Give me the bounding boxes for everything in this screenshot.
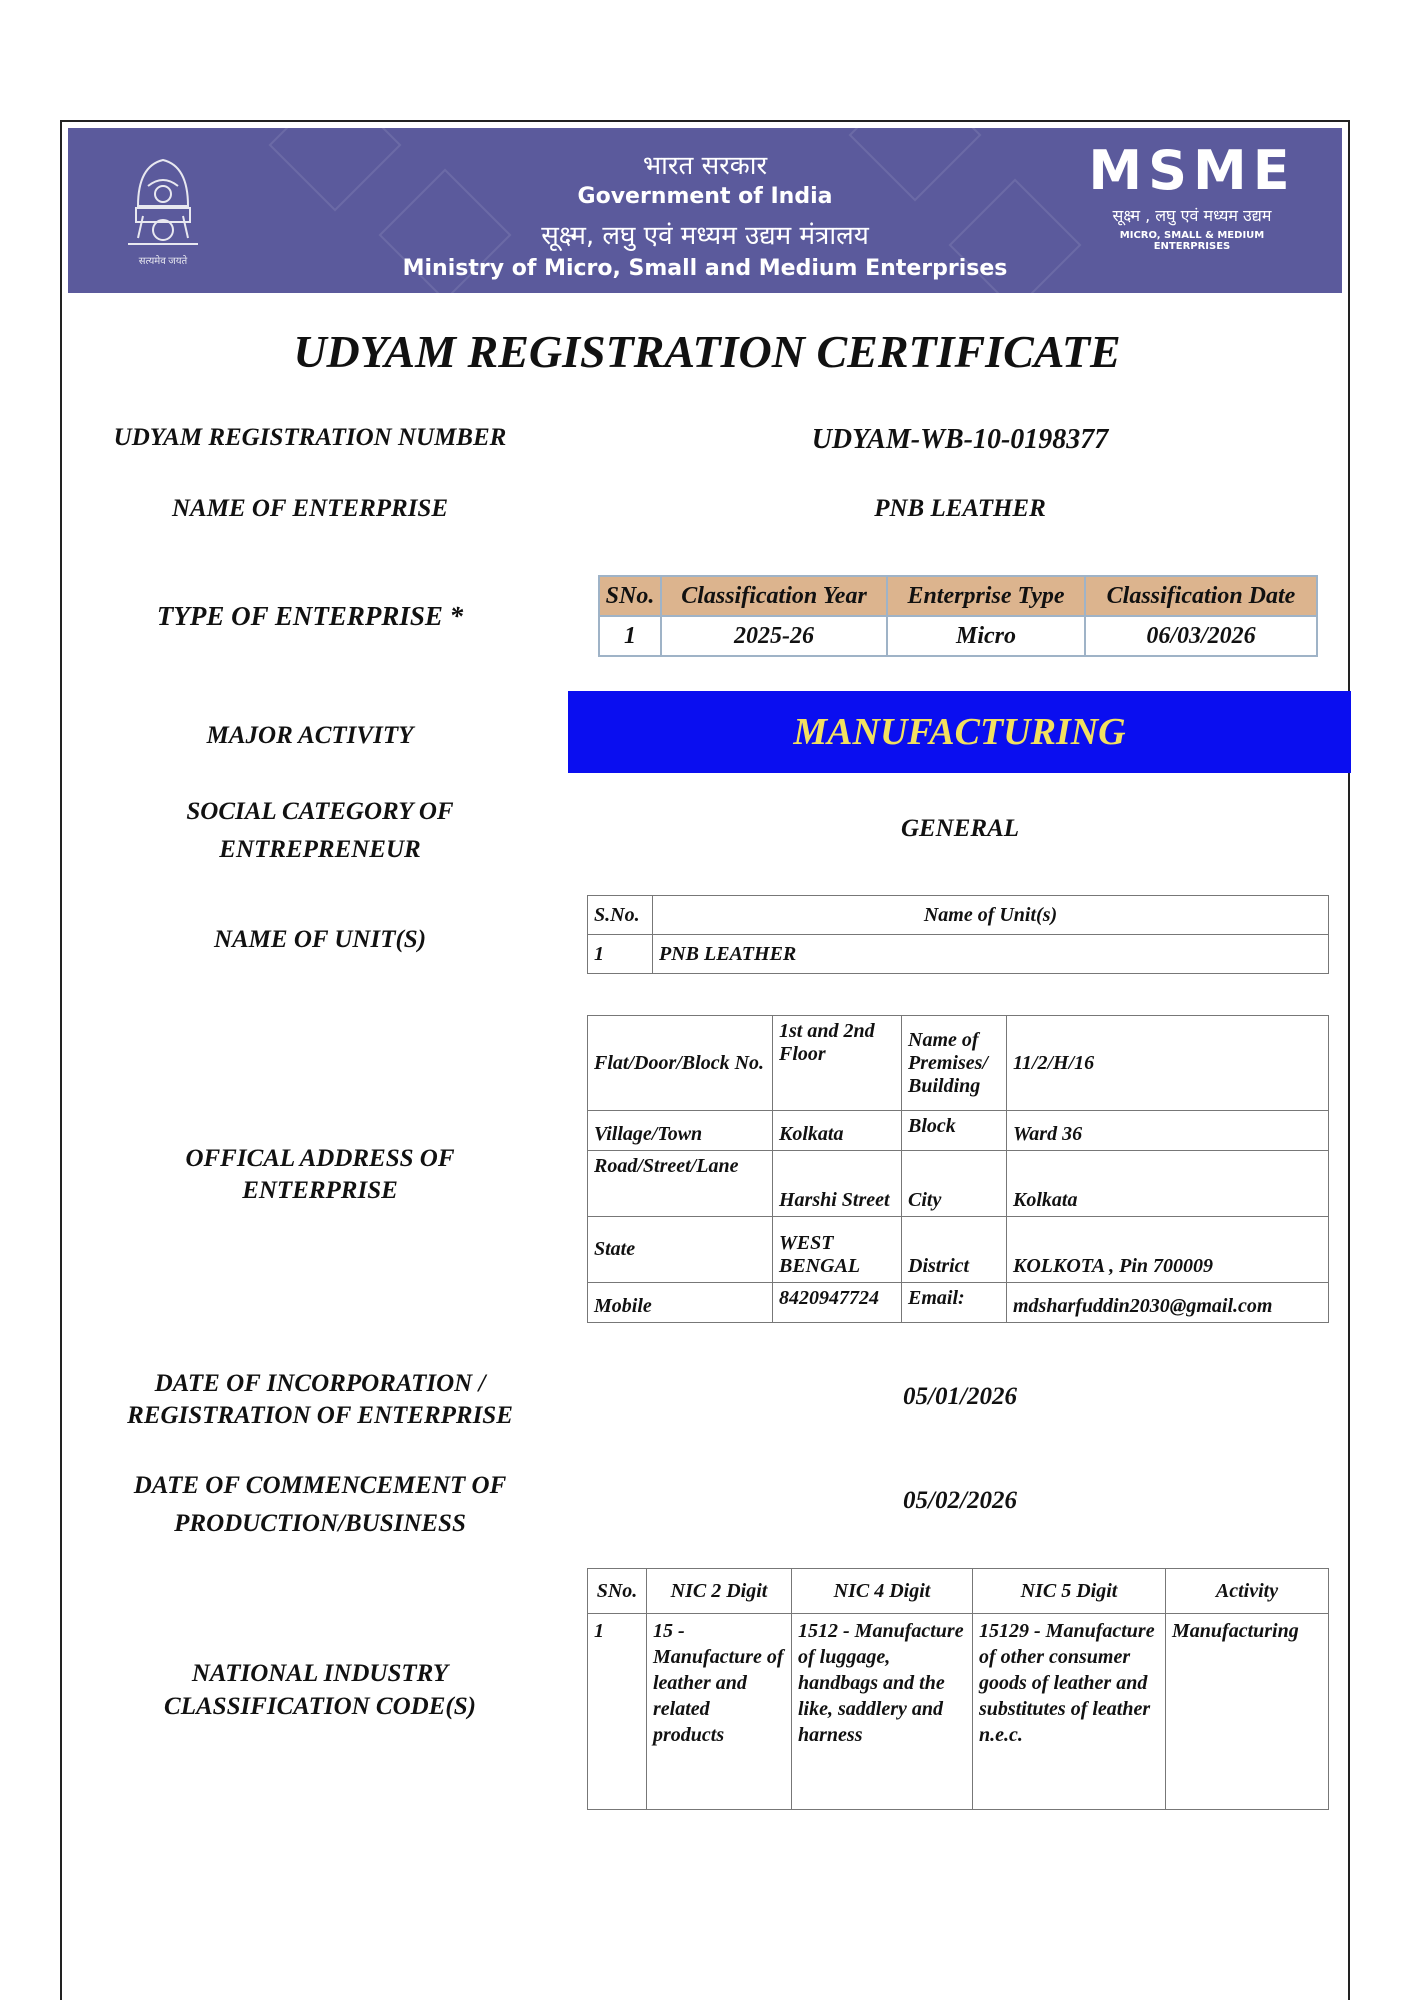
address-table: [587, 1015, 1329, 1323]
commencement-label-line2: PRODUCTION/BUSINESS: [174, 1510, 466, 1537]
major-activity: MANUFACTURING: [568, 691, 1351, 773]
address-row-flat: [588, 1016, 1329, 1111]
units-label: NAME OF UNIT(S): [213, 926, 427, 953]
government-of-india: Government of India: [577, 184, 833, 209]
state-label: State: [588, 1217, 773, 1283]
address-label-line2: ENTERPRISE: [242, 1177, 398, 1204]
classification-header-sno: SNo.: [599, 576, 661, 616]
village-label: Village/Town: [588, 1111, 773, 1151]
nic-header-2digit: NIC 2 Digit: [647, 1569, 792, 1614]
nic-label-line1: NATIONAL INDUSTRY: [191, 1660, 449, 1687]
road-value: Harshi Street: [773, 1151, 902, 1217]
nic-label-line2: CLASSIFICATION CODE(S): [164, 1693, 476, 1720]
mobile-label: Mobile: [588, 1283, 773, 1323]
enterprise-type: Micro: [887, 616, 1085, 656]
classification-header-date: Classification Date: [1085, 576, 1317, 616]
enterprise-name-label: NAME OF ENTERPRISE: [171, 495, 448, 522]
nic-header-4digit: NIC 4 Digit: [792, 1569, 973, 1614]
road-label: Road/Street/Lane: [588, 1151, 773, 1217]
nic-header-activity: Activity: [1166, 1569, 1329, 1614]
nic-header-sno: SNo.: [588, 1569, 647, 1614]
city-label: City: [902, 1151, 1007, 1217]
classification-header-type: Enterprise Type: [887, 576, 1085, 616]
nic-4digit: 1512 - Manufacture of luggage, handbags and the like, saddlery and harness: [792, 1614, 973, 1810]
classification-sno: 1: [599, 616, 661, 656]
msme-logo-hindi: सूक्ष्म , लघु एवं मध्यम उद्यम: [1112, 206, 1272, 225]
hindi-government: भारत सरकार: [642, 151, 768, 181]
ministry-name: Ministry of Micro, Small and Medium Enterprises: [402, 256, 1008, 281]
classification-table: [598, 575, 1318, 657]
certificate-title: UDYAM REGISTRATION CERTIFICATE: [293, 326, 1121, 377]
nic-header-row: [588, 1569, 1329, 1614]
classification-header-year: Classification Year: [661, 576, 887, 616]
district-value: KOLKOTA , Pin 700009: [1007, 1217, 1329, 1283]
mobile-value: 8420947724: [773, 1283, 902, 1323]
enterprise-type-label: TYPE OF ENTERPRISE *: [156, 601, 464, 631]
address-row-mobile: [588, 1283, 1329, 1323]
nic-activity: Manufacturing: [1166, 1614, 1329, 1810]
address-row-state: [588, 1217, 1329, 1283]
nic-table: [587, 1568, 1329, 1810]
units-row: [588, 935, 1329, 974]
village-value: Kolkata: [773, 1111, 902, 1151]
classification-year: 2025-26: [661, 616, 887, 656]
block-value: Ward 36: [1007, 1111, 1329, 1151]
nic-5digit: 15129 - Manufacture of other consumer goods of leather and substitutes of leather n.e.c.: [973, 1614, 1166, 1810]
address-row-village: [588, 1111, 1329, 1151]
social-category-label-line2: ENTREPRENEUR: [219, 836, 421, 863]
flat-value: 1st and 2nd Floor: [773, 1016, 902, 1111]
block-label: Block: [902, 1111, 1007, 1151]
units-table: [587, 895, 1329, 974]
nic-header-5digit: NIC 5 Digit: [973, 1569, 1166, 1614]
unit-sno: 1: [588, 935, 653, 974]
units-header-row: [588, 896, 1329, 935]
commencement-date: 05/02/2026: [903, 1487, 1017, 1514]
units-header-sno: S.No.: [588, 896, 653, 935]
enterprise-name: PNB LEATHER: [874, 495, 1046, 522]
registration-number-label: UDYAM REGISTRATION NUMBER: [113, 424, 507, 451]
hindi-ministry: सूक्ष्म, लघु एवं मध्यम उद्यम मंत्रालय: [541, 221, 869, 251]
city-value: Kolkata: [1007, 1151, 1329, 1217]
classification-header-row: [599, 576, 1317, 616]
nic-sno: 1: [588, 1614, 647, 1810]
incorporation-label-line1: DATE OF INCORPORATION /: [154, 1370, 486, 1397]
units-header-name: Name of Unit(s): [653, 896, 1329, 935]
classification-row: [599, 616, 1317, 656]
emblem-motto: सत्यमेव जयते: [138, 256, 188, 267]
state-value: WEST BENGAL: [773, 1217, 902, 1283]
email-value: mdsharfuddin2030@gmail.com: [1007, 1283, 1329, 1323]
address-label-line1: OFFICAL ADDRESS OF: [185, 1145, 455, 1172]
nic-row: [588, 1614, 1329, 1810]
premises-label: Name of Premises/ Building: [902, 1016, 1007, 1111]
address-row-road: [588, 1151, 1329, 1217]
msme-logo-word: MSME: [1088, 139, 1296, 202]
premises-value: 11/2/H/16: [1007, 1016, 1329, 1111]
classification-date: 06/03/2026: [1085, 616, 1317, 656]
unit-name: PNB LEATHER: [653, 935, 1329, 974]
flat-label: Flat/Door/Block No.: [588, 1016, 773, 1111]
nic-2digit: 15 - Manufacture of leather and related products: [647, 1614, 792, 1810]
incorporation-label-line2: REGISTRATION OF ENTERPRISE: [127, 1402, 513, 1429]
social-category-label-line1: SOCIAL CATEGORY OF: [186, 798, 454, 825]
email-label: Email:: [902, 1283, 1007, 1323]
social-category: GENERAL: [900, 815, 1020, 842]
incorporation-date: 05/01/2026: [903, 1383, 1017, 1410]
district-label: District: [902, 1217, 1007, 1283]
registration-number: UDYAM-WB-10-0198377: [811, 424, 1109, 455]
msme-logo-english: MICRO, SMALL & MEDIUM ENTERPRISES: [1119, 230, 1265, 252]
government-banner: [68, 128, 1342, 293]
commencement-label-line1: DATE OF COMMENCEMENT OF: [133, 1472, 507, 1499]
msme-logo: [1082, 139, 1302, 264]
major-activity-label: MAJOR ACTIVITY: [206, 722, 414, 749]
